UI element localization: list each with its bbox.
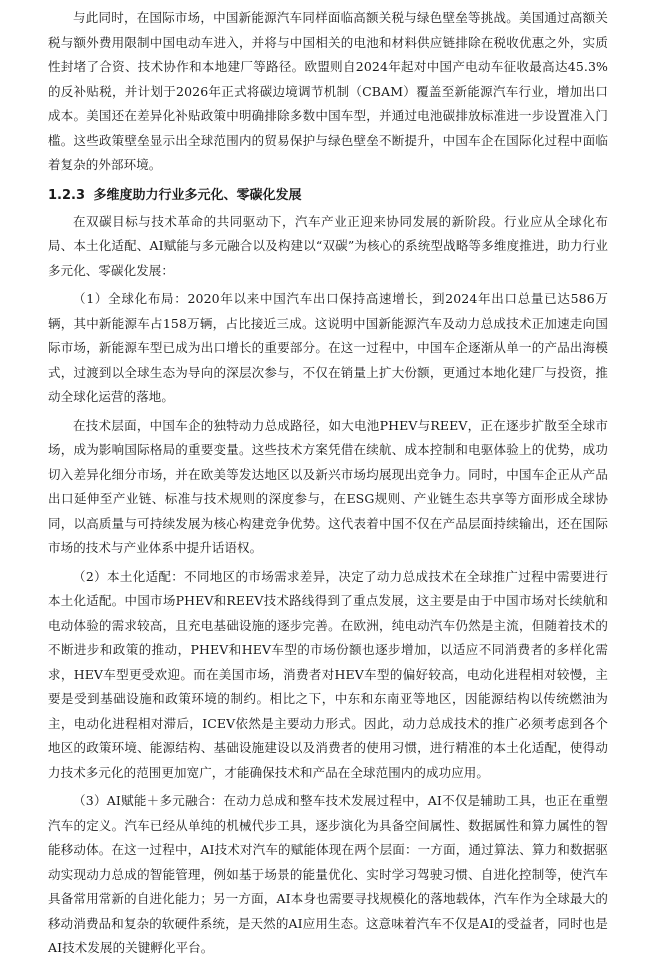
paragraph-intro: 在双碳目标与技术革命的共同驱动下，汽车产业正迎来协同发展的新阶段。行业应从全球化布局、本土化适配、AI赋能与多元融合以及构建以“双碳”为核心的系统型战略等多维度推进，助力行业多元化、零碳化发展： [48, 213, 608, 278]
document-page [48, 6, 608, 961]
section-heading [48, 184, 608, 208]
paragraph-technology: 在技术层面，中国车企的独特动力总成路径，如大电池PHEV与REEV，正在逐步扩散至全球市场，成为影响国际格局的重要变量。这些技术方案凭借在续航、成本控制和电驱体验上的优势，成功切入差异化细分市场，并在欧美等发达地区以及新兴市场均展现出竞争力。同时，中国车企正从产品出口延伸至产业链、标准与技术规则的深度参与，在ESG规则、产业链生态共享等方面形成全球协同，以高质量与可持续发展为核心构建竞争优势。这代表着中国不仅在产品层面持续输出，还在国际市场的技术与产业体系中提升话语权。 [48, 417, 608, 555]
paragraph-international-barriers: 与此同时，在国际市场，中国新能源汽车同样面临高额关税与绿色壁垒等挑战。美国通过高额关税与额外费用限制中国电动车进入，并将与中国相关的电池和材料供应链排除在税收优惠之外，实质性封堵了合资、技术协作和本地建厂等路径。欧盟则自2024年起对中国产电动车征收最高达45.3%的反补贴税，并计划于2026年正式将碳边境调节机制（CBAM）覆盖至新能源汽车行业，增加出口成本。美国还在差异化补贴政策中明确排除多数中国车型，并通过电池碳排放标准进一步设置准入门槛。这些政策壁垒显示出全球范围内的贸易保护与绿色壁垒不断提升，中国车企在国际化过程中面临着复杂的外部环境。 [48, 10, 608, 172]
section-number: 1.2.3 [48, 187, 86, 203]
paragraph-ai-empowerment: （3）AI赋能＋多元融合：在动力总成和整车技术发展过程中，AI不仅是辅助工具，也正在重塑汽车的定义。汽车已经从单纯的机械代步工具，逐步演化为具备空间属性、数据属性和算力属性的智能移动体。在这一过程中，AI技术对汽车的赋能体现在两个层面：一方面，通过算法、算力和数据驱动实现动力总成的智能管理，例如基于场景的能量优化、实时学习驾驶习惯、自进化控制等，使汽车具备常用常新的自进化能力；另一方面，AI本身也需要寻找规模化的落地载体，汽车作为全球最大的移动消费品和复杂的软硬件系统，是天然的AI应用生态。这意味着汽车不仅是AI的受益者，同时也是AI技术发展的关键孵化平台。 [48, 793, 608, 955]
paragraph-globalization: （1）全球化布局：2020年以来中国汽车出口保持高速增长，到2024年出口总量已达586万辆，其中新能源车占158万辆，占比接近三成。这说明中国新能源汽车及动力总成技术正加速走向国际市场，新能源车型已成为出口增长的重要部分。在这一过程中，中国车企逐渐从单一的产品出海模式，过渡到以全球生态为导向的深层次参与，不仅在销量上扩大份额，更通过本地化建厂与投资，推动全球化运营的落地。 [48, 291, 608, 404]
section-title: 多维度助力行业多元化、零碳化发展 [93, 187, 302, 203]
paragraph-localization: （2）本土化适配：不同地区的市场需求差异，决定了动力总成技术在全球推广过程中需要进行本土化适配。中国市场PHEV和REEV技术路线得到了重点发展，这主要是由于中国市场对长续航和电动体验的需求较高，且充电基础设施的逐步完善。在欧洲，纯电动汽车仍然是主流，但随着技术的不断进步和政策的推动，PHEV和HEV车型的市场份额也逐步增加，以适应不同消费者的多样化需求，HEV车型更受欢迎。而在美国市场，消费者对HEV车型的偏好较高，电动化进程相对较慢，主要是受到基础设施和政策环境的制约。相比之下，中东和东南亚等地区，因能源结构以传统燃油为主，电动化进程相对滞后，ICEV依然是主要动力形式。因此，动力总成技术的推广必须考虑到各个地区的政策环境、能源结构、基础设施建设以及消费者的使用习惯，进行精准的本土化适配，使得动力技术多元化的范围更加宽广，才能确保技术和产品在全球范围内的成功应用。 [48, 568, 608, 780]
